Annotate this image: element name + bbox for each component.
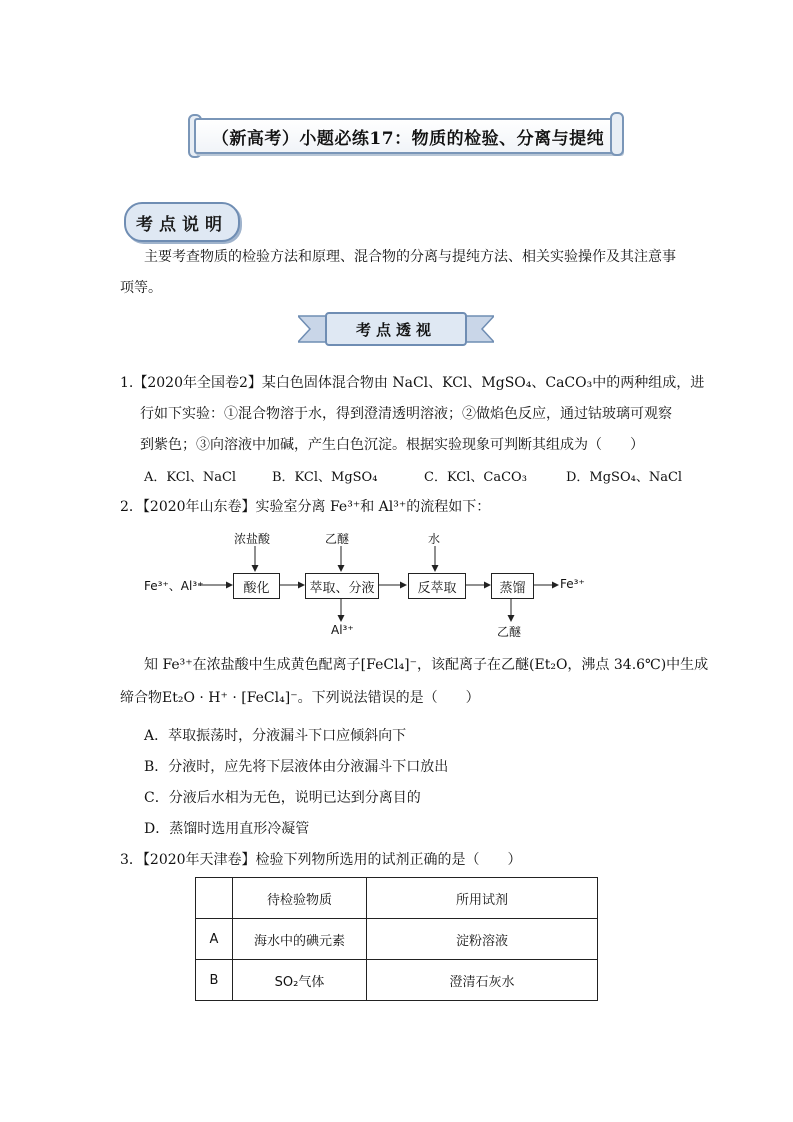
q1-line-1: 1.【2020年全国卷2】某白色固体混合物由 NaCl、KCl、MgSO₄、CaCO₃中的两种组成，进 [120,375,705,391]
flow-step-acidify: 酸化 [233,573,280,599]
table-cell: 海水中的碘元素 [233,919,367,960]
flow-output-ether: 乙醚 [497,625,522,639]
table-header-row [196,878,598,919]
flow-reagent-hcl: 浓盐酸 [234,532,271,546]
flow-input-label: Fe³⁺、Al³⁺ [144,579,204,593]
q1-line-3: 到紫色；③向溶液中加碱，产生白色沉淀。根据实验现象可判断其组成为（ ） [140,437,644,453]
q2-stem: 2．【2020年山东卷】实验室分离 Fe³⁺和 Al³⁺的流程如下： [120,499,491,515]
table-header-cell: 待检验物质 [233,878,367,919]
table-header-cell [196,878,233,919]
q2-option-c: C．分液后水相为无色，说明已达到分离目的 [144,790,421,806]
ribbon-label: 考点透视 [355,320,436,339]
table-cell: B [196,960,233,1001]
flow-step-back-extract: 反萃取 [408,573,466,599]
q1-option-c: C．KCl、CaCO₃ [424,470,527,485]
page-title: （新高考）小题必练17：物质的检验、分离与提纯 [194,118,622,154]
table-cell: SO₂气体 [233,960,367,1001]
intro-line-2: 项等。 [120,280,162,296]
q1-option-b: B．KCl、MgSO₄ [272,470,378,485]
section-badge-kaodian: 考点说明 [124,202,240,242]
title-banner [188,112,624,156]
table-cell: 淀粉溶液 [367,919,598,960]
scroll-curl-right [610,112,624,156]
table-cell: A [196,919,233,960]
q1-line-2: 行如下实验：①混合物溶于水，得到澄清透明溶液；②做焰色反应，通过钴玻璃可观察 [140,406,672,422]
table-header-cell: 所用试剂 [367,878,598,919]
flow-output-al: Al³⁺ [331,623,354,637]
section-ribbon [298,312,494,346]
flow-output-fe: Fe³⁺ [560,577,585,591]
q1-option-a: A．KCl、NaCl [144,470,237,485]
q2-option-b: B．分液时，应先将下层液体由分液漏斗下口放出 [144,759,449,775]
flow-reagent-ether: 乙醚 [325,532,350,546]
flow-step-extract: 萃取、分液 [305,573,379,599]
q2-info-line-2: 缔合物Et₂O · H⁺ · [FeCl₄]⁻。下列说法错误的是（ ） [120,690,480,706]
q2-option-a: A．萃取振荡时，分液漏斗下口应倾斜向下 [144,728,407,744]
q2-info-line-1: 知 Fe³⁺在浓盐酸中生成黄色配离子[FeCl₄]⁻，该配离子在乙醚(Et₂O，沸点 34.6℃)中生成 [144,657,709,673]
q2-option-d: D．蒸馏时选用直形冷凝管 [144,821,310,837]
separation-flowchart [140,528,600,643]
q1-option-d: D．MgSO₄、NaCl [566,470,683,485]
table-row [196,919,598,960]
flow-reagent-water: 水 [428,532,441,546]
flow-step-distill: 蒸馏 [491,573,534,599]
q3-table [195,877,598,1001]
table-cell: 澄清石灰水 [367,960,598,1001]
table-row [196,960,598,1001]
q3-stem: 3．【2020年天津卷】检验下列物所选用的试剂正确的是（ ） [120,852,522,868]
intro-line-1: 主要考查物质的检验方法和原理、混合物的分离与提纯方法、相关实验操作及其注意事 [144,249,676,265]
